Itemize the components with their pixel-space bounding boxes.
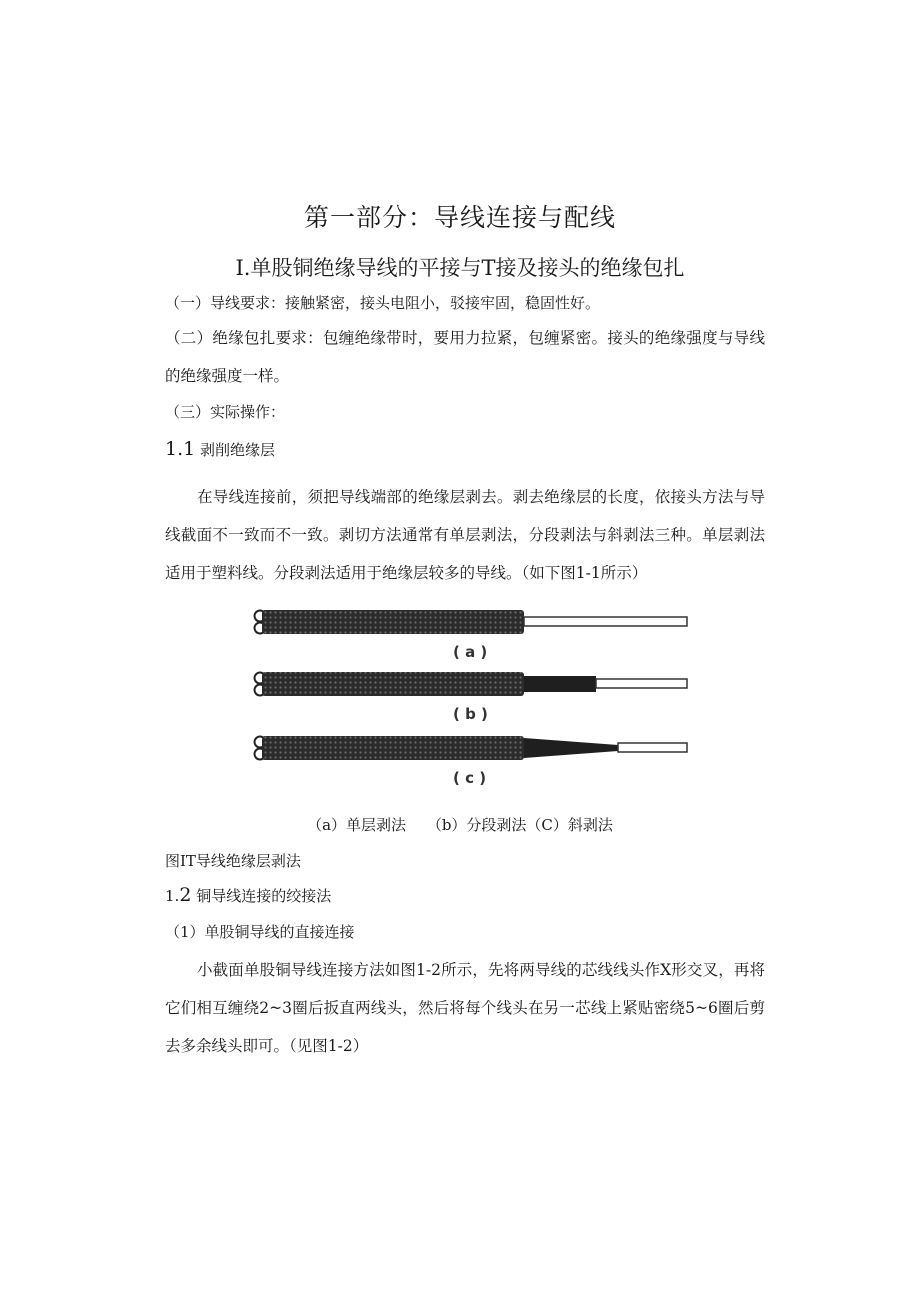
figure-label-c: ( c ) xyxy=(453,769,487,787)
section-title: 铜导线连接的绞接法 xyxy=(196,887,332,905)
wire-a-illustration xyxy=(255,610,688,634)
section-title: 剥削绝缘层 xyxy=(200,441,276,459)
section-1-1-heading xyxy=(165,438,275,460)
insulation-requirement: （二）绝缘包扎要求：包缠绝缘带时，要用力拉紧，包缠紧密。接头的绝缘强度与导线的绝缘强度一样。 xyxy=(165,329,765,385)
caption-a: （a）单层剥法 xyxy=(307,816,407,834)
subsection-heading: （1）单股铜导线的直接连接 xyxy=(165,923,355,941)
section-heading: I.单股铜绝缘导线的平接与T接及接头的绝缘包扎 xyxy=(235,256,685,280)
section-prefix: 1. xyxy=(165,887,180,905)
wire-requirement: （一）导线要求：接触紧密，接头电阻小，驳接牢固，稳固性好。 xyxy=(165,294,601,312)
direct-connection-paragraph: 小截面单股铜导线连接方法如图1-2所示，先将两导线的芯线线头作X形交叉，再将它们相互缠绕2~3圈后扳直两线头，然后将每个线头在另一芯线上紧贴密绕5~6圈后剪去多余线头即可。（见图1-2） xyxy=(165,961,765,1055)
figure-title: 图IT导线绝缘层剥法 xyxy=(165,852,301,870)
wire-c-illustration xyxy=(255,736,688,760)
caption-b: （b）分段剥法（C）斜剥法 xyxy=(426,816,613,834)
figure-label-a: ( a ) xyxy=(453,643,488,661)
practical-operation-label: （三）实际操作： xyxy=(165,403,286,421)
wire-b-illustration xyxy=(255,672,688,696)
section-number-value: 2 xyxy=(179,884,192,906)
figure-caption xyxy=(0,814,920,835)
section-number: 1.1 xyxy=(165,438,196,460)
figure-label-b: ( b ) xyxy=(453,705,488,723)
stripping-paragraph: 在导线连接前，须把导线端部的绝缘层剥去。剥去绝缘层的长度，依接头方法与导线截面不一致而不一致。剥切方法通常有单层剥法，分段剥法与斜剥法三种。单层剥法适用于塑料线。分段剥法适用于绝缘层较多的导线。（如下图1-1所示） xyxy=(165,488,765,582)
page-heading: 第一部分：导线连接与配线 xyxy=(303,203,616,232)
section-1-2-heading xyxy=(165,884,331,906)
wire-stripping-figure xyxy=(248,605,698,795)
